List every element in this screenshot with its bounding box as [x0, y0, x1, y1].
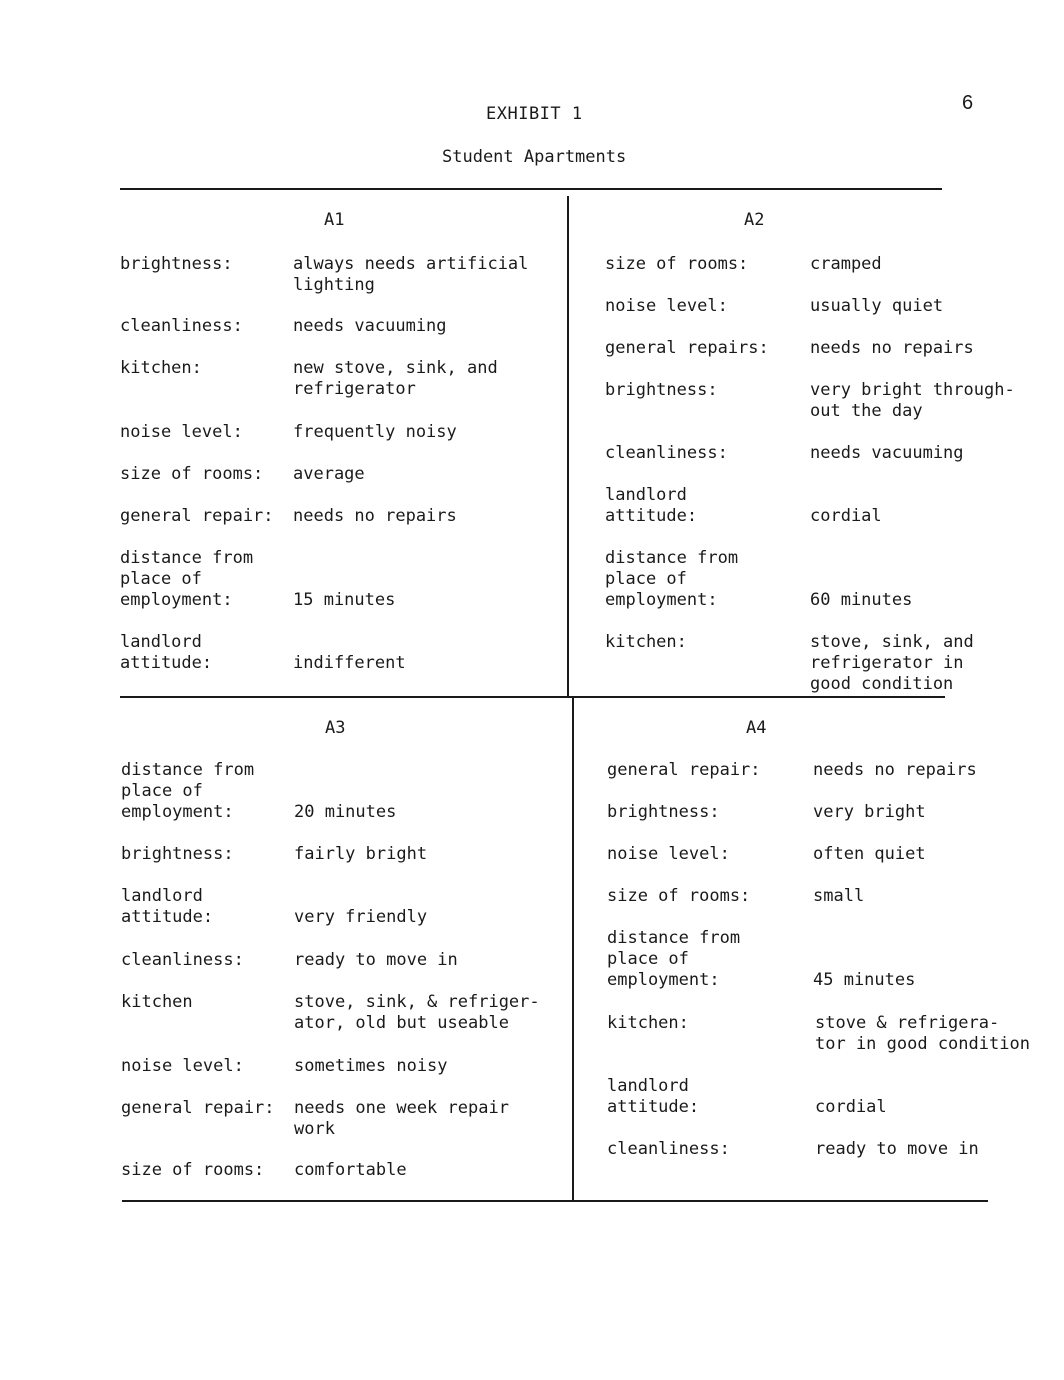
attribute-label: size of rooms: — [605, 254, 749, 274]
attribute-value: indifferent — [293, 653, 406, 673]
attribute-value: 15 minutes — [293, 590, 396, 610]
attribute-label: kitchen: — [605, 632, 687, 652]
page-number: 6 — [962, 92, 974, 114]
attribute-label: general repairs: — [605, 338, 769, 358]
attribute-value: needs no repairs — [813, 760, 977, 780]
attribute-value: always needs artificial lighting — [293, 254, 529, 295]
attribute-label: kitchen: — [607, 1013, 689, 1033]
attribute-value: needs no repairs — [810, 338, 974, 358]
attribute-value: 20 minutes — [294, 802, 397, 822]
attribute-label: kitchen: — [120, 358, 202, 378]
quadrant-heading: A2 — [744, 210, 765, 230]
attribute-label: general repair: — [120, 506, 274, 526]
attribute-label: brightness: — [121, 844, 234, 864]
attribute-label: size of rooms: — [121, 1160, 265, 1180]
exhibit-title: EXHIBIT 1 — [486, 104, 583, 124]
attribute-value: ready to move in — [294, 950, 458, 970]
attribute-label: distance from place of employment: — [120, 548, 254, 610]
attribute-value: often quiet — [813, 844, 926, 864]
bottom-rule — [122, 1200, 988, 1202]
attribute-value: cramped — [810, 254, 882, 274]
attribute-label: noise level: — [605, 296, 728, 316]
attribute-value: new stove, sink, and refrigerator — [293, 358, 498, 399]
top-rule — [120, 188, 942, 190]
attribute-label: landlord attitude: — [607, 1076, 700, 1117]
attribute-value: needs no repairs — [293, 506, 457, 526]
attribute-label: cleanliness: — [120, 316, 243, 336]
attribute-value: sometimes noisy — [294, 1056, 448, 1076]
attribute-label: brightness: — [120, 254, 233, 274]
attribute-label: brightness: — [605, 380, 718, 400]
attribute-label: cleanliness: — [607, 1139, 730, 1159]
attribute-label: noise level: — [121, 1056, 244, 1076]
center-rule-lower — [572, 696, 574, 1201]
attribute-label: size of rooms: — [120, 464, 264, 484]
attribute-value: ready to move in — [815, 1139, 979, 1159]
attribute-value: needs one week repair work — [294, 1098, 509, 1139]
middle-rule-left — [120, 696, 570, 698]
attribute-value: small — [813, 886, 865, 906]
attribute-value: average — [293, 464, 365, 484]
attribute-label: brightness: — [607, 802, 720, 822]
attribute-value: usually quiet — [810, 296, 944, 316]
attribute-label: cleanliness: — [605, 443, 728, 463]
attribute-label: distance from place of employment: — [605, 548, 739, 610]
attribute-value: cordial — [810, 506, 882, 526]
attribute-value: stove & refrigera- tor in good condition — [815, 1013, 1030, 1054]
quadrant-heading: A3 — [325, 718, 346, 738]
attribute-value: needs vacuuming — [810, 443, 964, 463]
attribute-label: cleanliness: — [121, 950, 244, 970]
middle-rule-right — [569, 696, 945, 698]
quadrant-heading: A4 — [746, 718, 767, 738]
attribute-value: very bright — [813, 802, 926, 822]
attribute-value: frequently noisy — [293, 422, 457, 442]
attribute-label: general repair: — [607, 760, 761, 780]
attribute-label: landlord attitude: — [605, 485, 698, 526]
attribute-label: general repair: — [121, 1098, 275, 1118]
attribute-value: 60 minutes — [810, 590, 913, 610]
center-rule-upper — [567, 196, 569, 696]
attribute-label: size of rooms: — [607, 886, 751, 906]
attribute-value: stove, sink, and refrigerator in good condition — [810, 632, 974, 694]
attribute-label: kitchen — [121, 992, 193, 1012]
attribute-value: very friendly — [294, 907, 428, 927]
attribute-label: distance from place of employment: — [121, 760, 255, 822]
attribute-label: noise level: — [607, 844, 730, 864]
attribute-value: stove, sink, & refriger- ator, old but useable — [294, 992, 540, 1033]
attribute-value: fairly bright — [294, 844, 428, 864]
attribute-value: very bright through- out the day — [810, 380, 1015, 421]
attribute-label: landlord attitude: — [120, 632, 213, 673]
attribute-value: needs vacuuming — [293, 316, 447, 336]
attribute-label: noise level: — [120, 422, 243, 442]
attribute-value: comfortable — [294, 1160, 407, 1180]
attribute-value: cordial — [815, 1097, 887, 1117]
attribute-label: distance from place of employment: — [607, 928, 741, 990]
attribute-label: landlord attitude: — [121, 886, 214, 927]
attribute-value: 45 minutes — [813, 970, 916, 990]
exhibit-subtitle: Student Apartments — [442, 147, 627, 167]
quadrant-heading: A1 — [324, 210, 345, 230]
